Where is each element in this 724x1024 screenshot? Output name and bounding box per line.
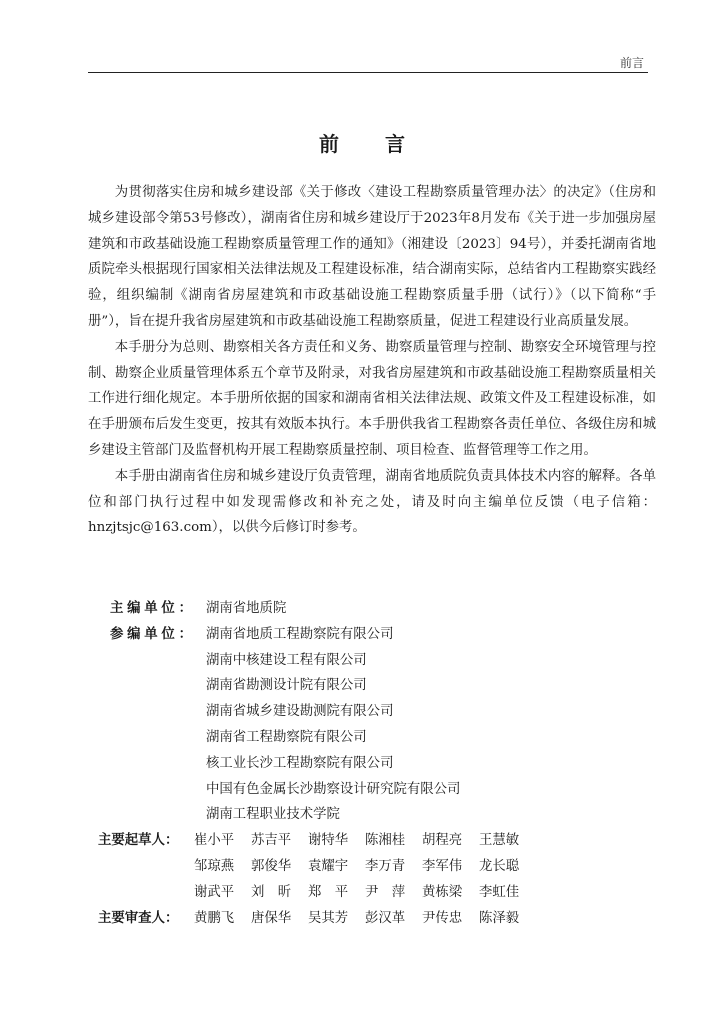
drafter-name: 谢特华	[308, 833, 349, 849]
participating-unit: 中国有色金属长沙勘察设计研究院有限公司	[206, 781, 461, 797]
reviewer-name: 彭汉革	[365, 910, 406, 926]
participating-units-list	[206, 622, 460, 828]
drafter-name: 李虹佳	[479, 884, 520, 900]
chief-editor-unit: 湖南省地质院	[206, 601, 287, 616]
reviewers-label: 主要审查人：	[98, 909, 179, 926]
title-char-2: 言	[385, 132, 405, 156]
participating-unit: 核工业长沙工程勘察院有限公司	[206, 755, 394, 771]
participating-unit: 湖南省工程勘察院有限公司	[206, 729, 367, 745]
drafter-name: 黄栋梁	[422, 884, 463, 900]
paragraph-2: 本手册分为总则、勘察相关各方责任和义务、勘察质量管理与控制、勘察安全环境管理与控制、勘察企业质量管理体系五个章节及附录，对我省房屋建筑和市政基础设施工程勘察质量相关工作进行细化规定。本手册所依据的国家和湖南省相关法律法规、政策文件及工程建设标准，如在手册颁布后发生变更，按其有效版本执行。本手册供我省工程勘察各责任单位、各级住房和城乡建设主管部门及监督机构开展工程勘察质量控制、项目检查、监督管理等工作之用。	[88, 339, 656, 458]
page-title	[0, 128, 724, 157]
body-text	[88, 180, 656, 541]
participating-unit: 湖南省城乡建设勘测院有限公司	[206, 704, 394, 720]
participating-units-row	[110, 622, 536, 828]
drafter-name: 崔小平	[194, 833, 235, 849]
chief-editor-label: 主编单位：	[110, 600, 196, 616]
drafter-name: 龙长聪	[479, 858, 520, 874]
header-rule	[88, 72, 648, 73]
drafter-name: 郭俊华	[251, 858, 292, 874]
drafter-name: 袁耀宇	[308, 858, 349, 874]
drafter-name: 李万青	[365, 858, 406, 874]
drafters-grid	[194, 828, 536, 905]
paragraph-1: 为贯彻落实住房和城乡建设部《关于修改〈建设工程勘察质量管理办法〉的决定》（住房和城乡建设部令第53号修改），湖南省住房和城乡建设厅于2023年8月发布《关于进一步加强房屋建筑和市政基础设施工程勘察质量管理工作的通知》（湘建设〔2023〕94号），并委托湖南省地质院牵头根据现行国家相关法律法规及工程建设标准，结合湖南实际，总结省内工程勘察实践经验，组织编制《湖南省房屋建筑和市政基础设施工程勘察质量手册（试行）》（以下简称“手册”），旨在提升我省房屋建筑和市政基础设施工程勘察质量，促进工程建设行业高质量发展。	[88, 185, 656, 329]
drafters-line	[194, 854, 536, 880]
credits-block	[98, 596, 536, 931]
title-char-1: 前	[319, 132, 339, 156]
drafter-name: 王慧敏	[479, 833, 520, 849]
drafters-line	[194, 880, 536, 906]
paragraph-3: 本手册由湖南省住房和城乡建设厅负责管理，湖南省地质院负责具体技术内容的解释。各单位和部门执行过程中如发现需修改和补充之处，请及时向主编单位反馈（电子信箱：hnzjtsjc@163.com），以供今后修订时参考。	[88, 468, 656, 536]
running-header: 前言	[619, 56, 644, 70]
drafters-row	[98, 828, 536, 905]
drafters-line	[194, 828, 536, 854]
drafter-name: 陈湘桂	[365, 833, 406, 849]
drafter-name: 尹 萍	[365, 884, 406, 900]
drafter-name: 邹琼燕	[194, 858, 235, 874]
participating-units-label: 参编单位：	[110, 625, 196, 642]
reviewer-name: 陈泽毅	[479, 910, 520, 926]
participating-unit: 湖南工程职业技术学院	[206, 807, 340, 823]
reviewer-name: 吴其芳	[308, 910, 349, 926]
drafter-name: 谢武平	[194, 884, 235, 900]
reviewer-name: 黄鹏飞	[194, 910, 235, 926]
drafter-name: 李军伟	[422, 858, 463, 874]
participating-unit: 湖南省勘测设计院有限公司	[206, 678, 367, 694]
drafter-name: 郑 平	[308, 884, 349, 900]
reviewers-row	[98, 906, 536, 932]
chief-editor-row	[110, 596, 536, 622]
drafter-name: 苏吉平	[251, 833, 292, 849]
participating-unit: 湖南省地质工程勘察院有限公司	[206, 626, 394, 642]
reviewers-grid	[194, 906, 536, 932]
drafter-name: 胡程亮	[422, 833, 463, 849]
reviewer-name: 唐保华	[251, 910, 292, 926]
drafters-label: 主要起草人：	[98, 832, 179, 849]
participating-unit: 湖南中核建设工程有限公司	[206, 652, 367, 668]
reviewers-line	[194, 906, 536, 932]
drafter-name: 刘 昕	[251, 884, 292, 900]
reviewer-name: 尹传忠	[422, 910, 463, 926]
